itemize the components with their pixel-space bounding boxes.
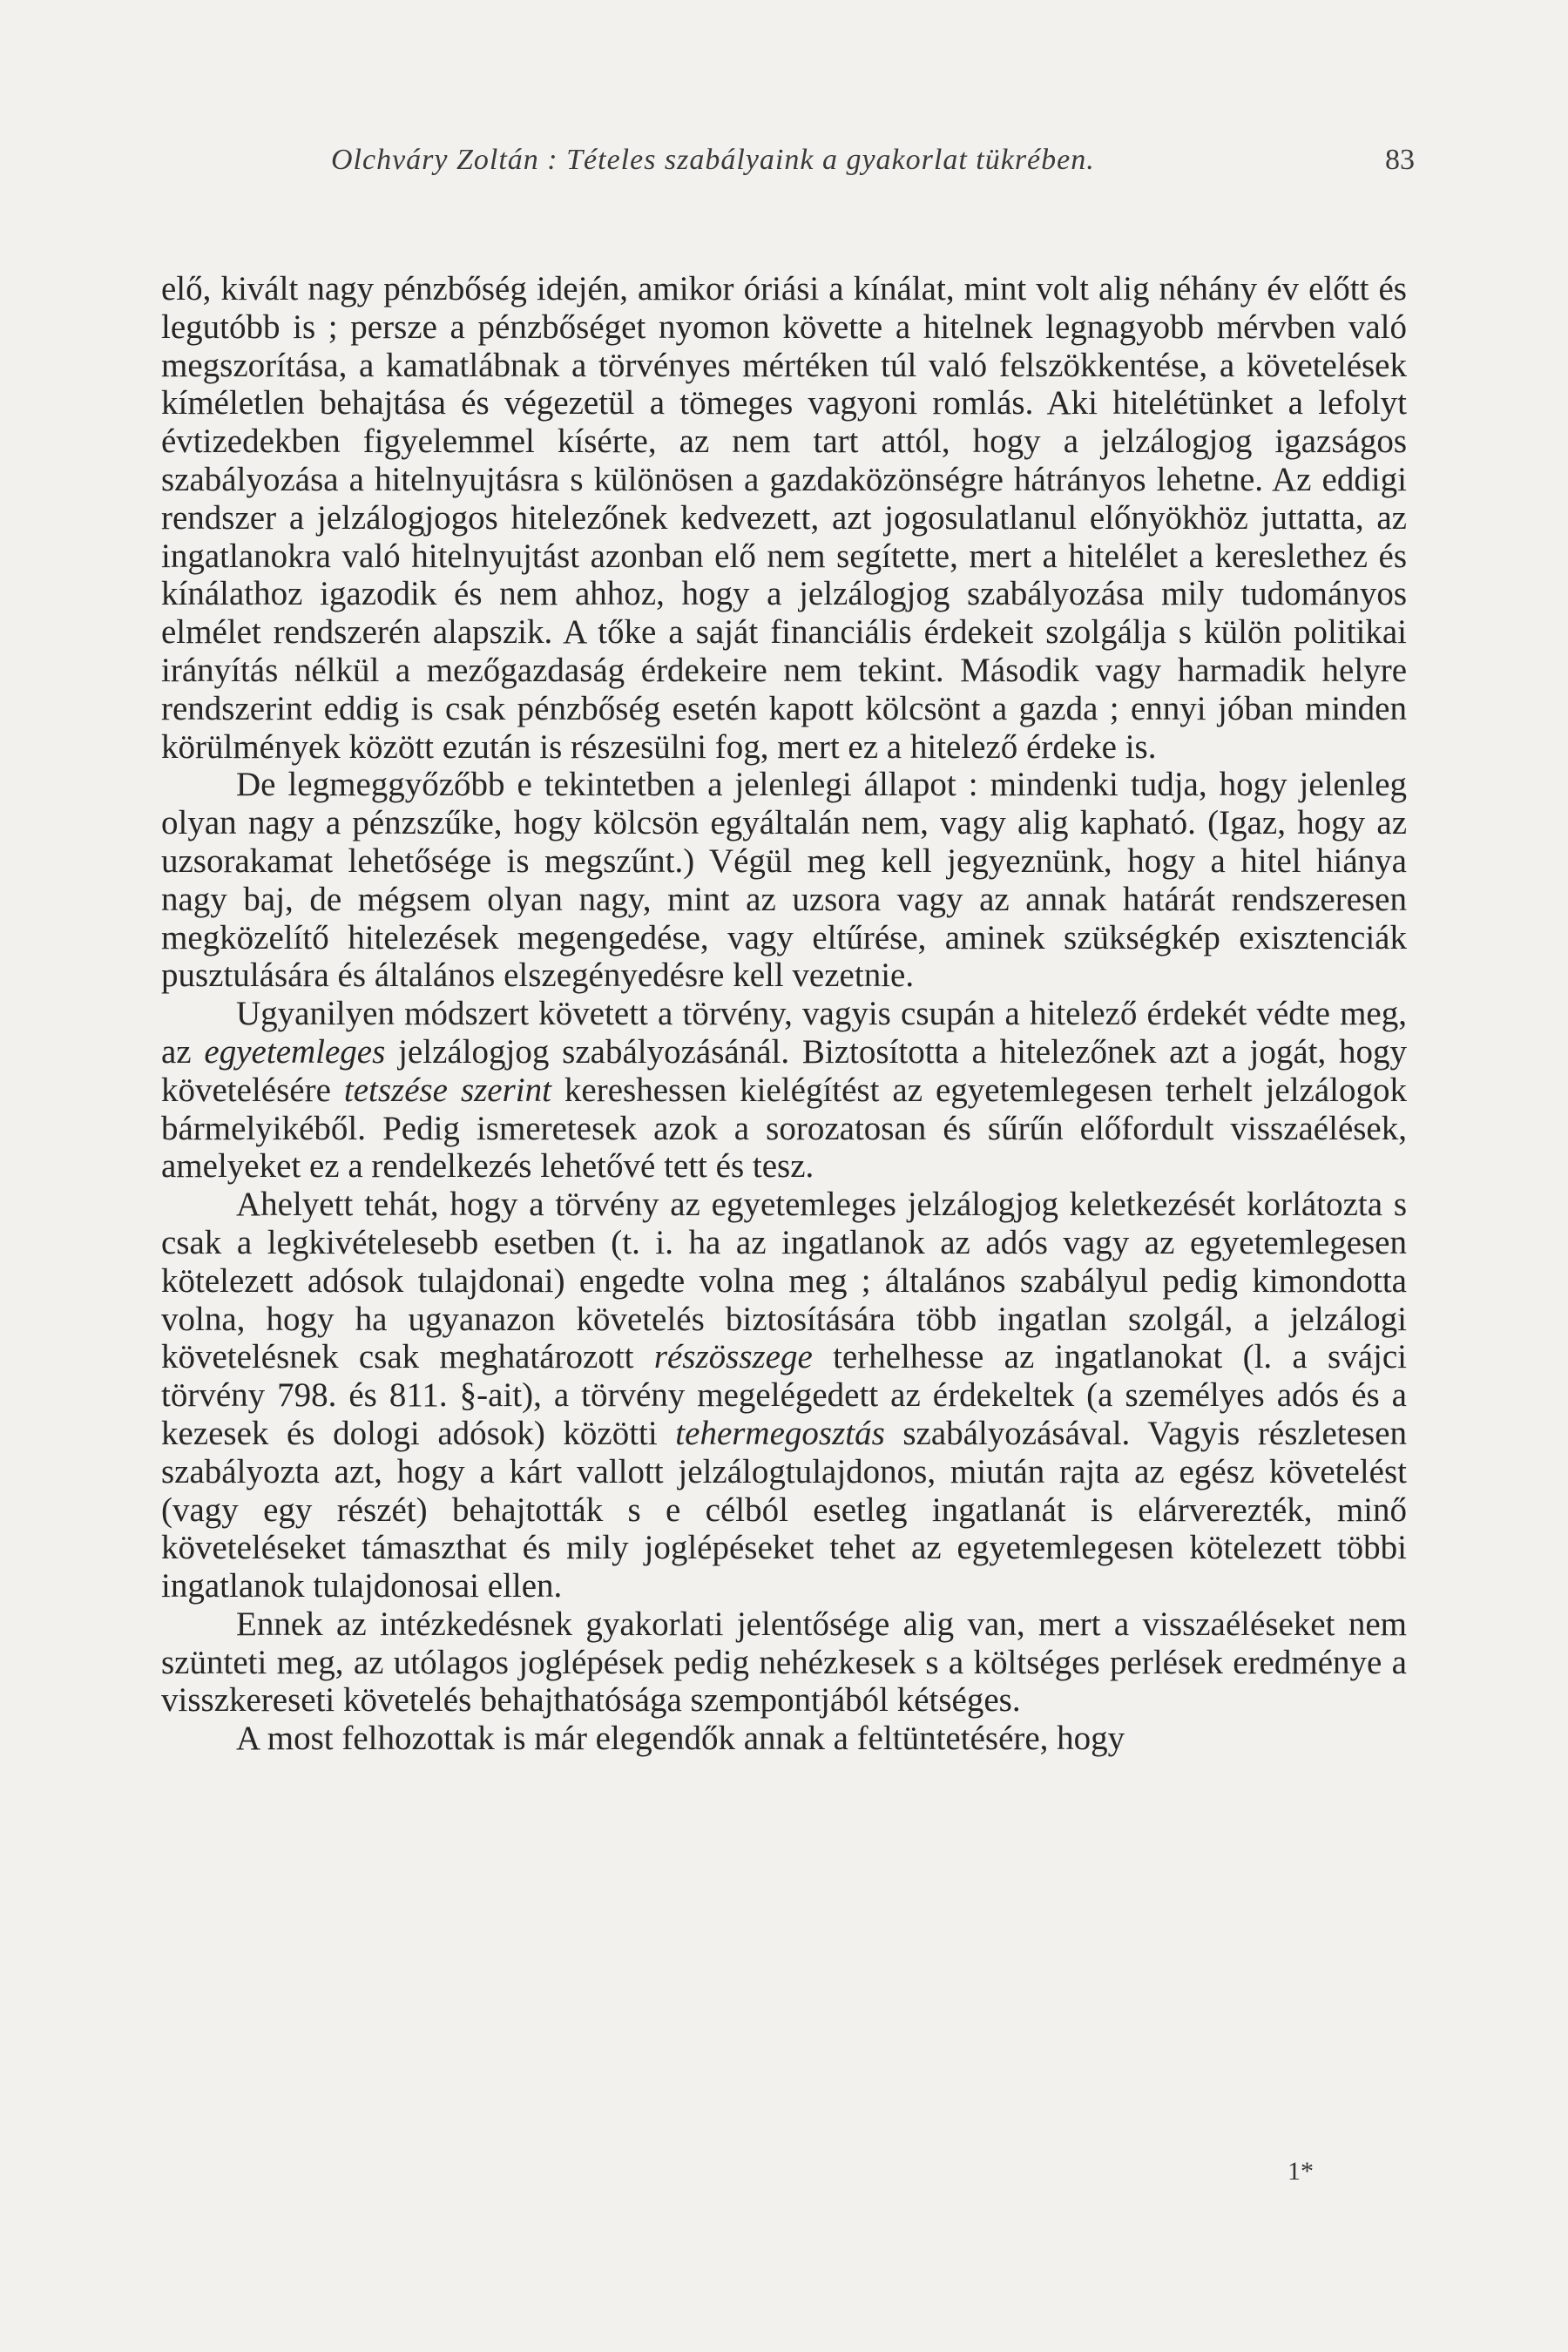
text-run: jelzálogjog szabályozásánál. Biztosította a hitelezőnek azt a jogát, hogy követelésére xyxy=(161,1032,1408,1109)
text-run: A most felhozottak is már elegendők annak a feltüntetésére, hogy xyxy=(236,1720,1125,1758)
page-number: 83 xyxy=(1385,144,1415,176)
paragraph xyxy=(161,766,1407,995)
text-run: De legmeggyőzőbb e tekintetben a jelenlegi állapot : mindenki tudja, hogy jelenleg olyan nagy a pénzszűke, hogy kölcsön egyáltalán nem, vagy alig kapható. (Igaz, hogy az uzsorakamat lehetősége is megszűnt.) Végül meg kell jegyeznünk, hogy a hitel hiánya nagy baj, de mégsem olyan nagy, mint az uzsora vagy az annak határát rendszeresen megközelítő hitelezések megengedése, vagy eltűrése, aminek szükségkép exisztenciák pusztulására és általános elszegényedésre kell vezetnie. xyxy=(161,766,1407,995)
paragraph xyxy=(161,270,1407,766)
body-text xyxy=(161,270,1407,1758)
text-run: kereshessen kielégítést az egyetemlegesen terhelt jelzálogok bármelyikéből. Pedig ismeretesek azok a sorozatosan és sűrűn előfordult visszaélések, amelyeket ez a rendelkezés lehetővé tett és tesz. xyxy=(161,1071,1407,1186)
italic-term: egyetemleges xyxy=(204,1032,386,1071)
text-run: terhelhesse az ingatlanokat (l. a svájci törvény 798. és 811. §-ait), a törvény megelégedett az érdekeltek (a személyes adós és a kezesek és dologi adósok) közötti xyxy=(161,1338,1407,1452)
signature-mark: 1* xyxy=(1288,2157,1314,2186)
text-run: Ugyanilyen módszert követett a törvény, vagyis csupán a hitelező érdekét védte meg, az xyxy=(161,995,1407,1071)
text-run: Ennek az intézkedésnek gyakorlati jelentősége alig van, mert a visszaéléseket nem szünteti meg, az utólagos joglépések pedig nehézkesek s a költséges perlések eredménye a visszkereseti követelés behajthatósága szempontjából kétséges. xyxy=(161,1605,1407,1720)
paragraph xyxy=(161,995,1407,1186)
text-run: Ahelyett tehát, hogy a törvény az egyetemleges jelzálogjog keletkezését korlátozta s csak a legkivételesebb esetben (t. i. ha az ingatlanok az adós vagy az egyetemlegesen kötelezett adósok tulajdonai) engedte volna meg ; általános szabályul pedig kimondotta volna, hogy ha ugyanazon követelés biztosítására több ingatlan szolgál, a jelzálogi követelésnek csak meghatározott xyxy=(161,1186,1407,1376)
italic-term: részösszege xyxy=(653,1338,813,1376)
paragraph xyxy=(161,1186,1407,1605)
text-run: szabályozásával. Vagyis részletesen szabályozta azt, hogy a kárt vallott jelzálogtulajdonos, miután rajta az egész követelést (vagy egy részét) behajtották s e célból esetleg ingatlanát is elárverezték, minő követeléseket támaszthat és mily joglépéseket tehet az egyetemlegesen kötelezett többi ingatlanok tulajdonosai ellen. xyxy=(161,1414,1408,1605)
italic-term: tehermegosztás xyxy=(675,1414,885,1452)
paragraph xyxy=(161,1720,1407,1758)
paragraph xyxy=(161,1605,1407,1720)
running-head: Olchváry Zoltán : Tételes szabályaink a gyakorlat tükrében. xyxy=(331,144,1095,176)
text-run: elő, kivált nagy pénzbőség idején, amikor óriási a kínálat, mint volt alig néhány év előtt és legutóbb is ; persze a pénzbőséget nyomon követte a hitelnek legnagyobb mérvben való megszorítása, a kamatlábnak a törvényes mértéken túl való felszökkentése, a követelések kíméletlen behajtása és végezetül a tömeges vagyoni romlás. Aki hitelétünket a lefolyt évtizedekben figyelemmel kísérte, az nem tart attól, hogy a jelzálogjog igazságos szabályozása a hitelnyujtásra s különösen a gazdaközönségre hátrányos lehetne. Az eddigi rendszer a jelzálogjogos hitelezőnek kedvezett, azt jogosulatlanul előnyökhöz juttatta, az ingatlanokra való hitelnyujtást azonban elő nem segítette, mert a hitelélet a kereslethez és kínálathoz igazodik és nem ahhoz, hogy a jelzálogjog szabályozása mily tudományos elmélet rendszerén alapszik. A tőke a saját financiális érdekeit szolgálja s külön politikai irányítás nélkül a mezőgazdaság érdekeire nem tekint. Második vagy harmadik helyre rendszerint eddig is csak pénzbőség esetén kapott kölcsönt a gazda ; ennyi jóban minden körülmények között ezután is részesülni fog, mert ez a hitelező érdeke is. xyxy=(161,270,1407,766)
italic-term: tetszése szerint xyxy=(343,1071,551,1109)
